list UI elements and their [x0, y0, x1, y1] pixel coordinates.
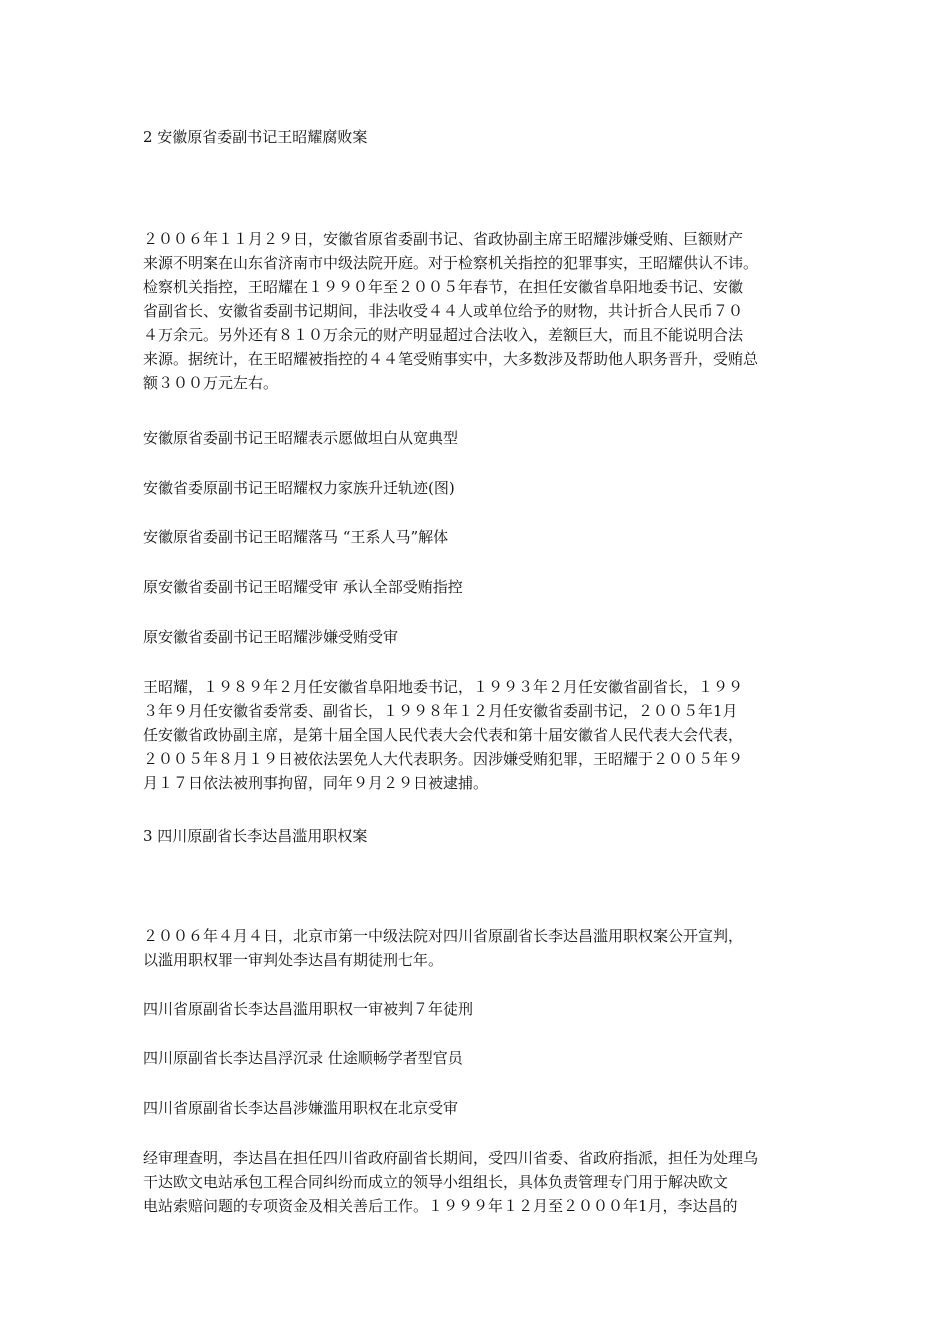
related-article-link[interactable]: 原安徽省委副书记王昭耀受审 承认全部受贿指控 [143, 578, 463, 596]
paragraph-line: ２００５年８月１９日被依法罢免人大代表职务。因涉嫌受贿犯罪，王昭耀于２００５年９ [143, 750, 744, 768]
paragraph-line: ３年９月任安徽省委常委、副省长，１９９８年１２月任安徽省委副书记，２００５年1月 [143, 702, 738, 720]
paragraph-line: ２００６年４月４日，北京市第一中级法院对四川省原副省长李达昌滥用职权案公开宣判， [143, 927, 744, 945]
paragraph-line: 省副省长、安徽省委副书记期间，非法收受４４人或单位给予的财物，共计折合人民币７０ [143, 302, 744, 320]
related-article-link[interactable]: 安徽省委原副书记王昭耀权力家族升迁轨迹(图) [143, 479, 455, 497]
related-article-link[interactable]: 安徽原省委副书记王昭耀表示愿做坦白从宽典型 [143, 429, 459, 447]
paragraph-line: 月１７日依法被刑事拘留，同年９月２９日被逮捕。 [143, 774, 489, 792]
paragraph-line: 额３００万元左右。 [143, 374, 279, 392]
paragraph-line: 以滥用职权罪一审判处李达昌有期徒刑七年。 [143, 951, 444, 969]
paragraph-line: 来源。据统计，在王昭耀被指控的４４笔受贿事实中，大多数涉及帮助他人职务晋升，受贿总 [143, 350, 759, 368]
section-heading: 2 安徽原省委副书记王昭耀腐败案 [143, 128, 368, 146]
paragraph-line: 任安徽省政协副主席，是第十届全国人民代表大会代表和第十届安徽省人民代表大会代表， [143, 726, 744, 744]
paragraph-line: ４万余元。另外还有８１０万余元的财产明显超过合法收入，差额巨大，而且不能说明合法 [143, 326, 744, 344]
paragraph-line: ２００６年１１月２９日，安徽省原省委副书记、省政协副主席王昭耀涉嫌受贿、巨额财产 [143, 230, 744, 248]
related-article-link[interactable]: 原安徽省委副书记王昭耀涉嫌受贿受审 [143, 628, 399, 646]
related-article-link[interactable]: 四川原副省长李达昌浮沉录 仕途顺畅学者型官员 [143, 1049, 463, 1067]
related-article-link[interactable]: 四川省原副省长李达昌滥用职权一审被判７年徒刑 [143, 1000, 474, 1018]
paragraph-line: 检察机关指控，王昭耀在１９９０年至２００５年春节，在担任安徽省阜阳地委书记、安徽 [143, 278, 744, 296]
paragraph-line: 经审理查明，李达昌在担任四川省政府副省长期间，受四川省委、省政府指派，担任为处理乌 [143, 1149, 759, 1167]
related-article-link[interactable]: 安徽原省委副书记王昭耀落马 “王系人马”解体 [143, 528, 449, 546]
paragraph-line: 王昭耀，１９８９年２月任安徽省阜阳地委书记，１９９３年２月任安徽省副省长，１９９ [143, 678, 744, 696]
related-article-link[interactable]: 四川省原副省长李达昌涉嫌滥用职权在北京受审 [143, 1099, 459, 1117]
section-heading: 3 四川原副省长李达昌滥用职权案 [143, 827, 368, 845]
paragraph-line: 干达欧文电站承包工程合同纠纷而成立的领导小组组长，具体负责管理专门用于解决欧文 [143, 1173, 729, 1191]
paragraph-line: 来源不明案在山东省济南市中级法院开庭。对于检察机关指控的犯罪事实，王昭耀供认不讳。 [143, 254, 759, 272]
paragraph-line: 电站索赔问题的专项资金及相关善后工作。１９９９年１２月至２０００年1月，李达昌的 [143, 1197, 738, 1215]
